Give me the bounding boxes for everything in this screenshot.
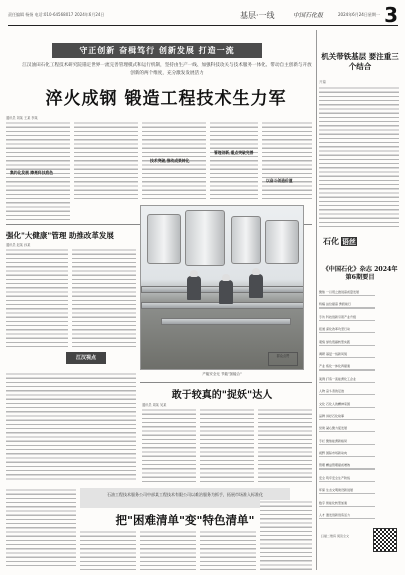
toc-item [319,451,399,463]
divider [140,382,312,383]
toc-item [319,315,399,327]
article-column [74,121,138,201]
article-column [200,530,256,570]
toc-item [319,463,399,475]
toc-item [319,389,399,401]
toc-item [319,327,399,339]
toc-item-label: 专栏 聚焦能源新格局 [319,438,347,443]
issue-date: 2024年6月24日星期一 [338,12,380,17]
toc-item [319,364,399,376]
article-column [258,408,312,484]
article-column [260,500,312,570]
main-headline: 淬火成钢 锻造工程技术生力军 [45,89,287,109]
toc-item-label: 安全 筑牢安全生产防线 [319,475,350,480]
article-column [72,248,136,348]
toc-item-label: 品牌 讲好石化故事 [319,413,344,418]
article-column [210,121,258,201]
toc-item-label: 人物 奋斗者的足迹 [319,389,344,394]
qr-code [373,528,397,552]
sidebar-title: 机关带铁基层 要注重三个结合 [321,52,399,71]
article-column [140,530,196,570]
toc-item-label: 产业 炼化一体化再提速 [319,364,350,369]
page-number: 3 [384,3,398,27]
toc-item [319,414,399,426]
toc-item-label: 聚焦 一以贯之推进高质量发展 [319,290,359,294]
main-byline: 通讯员 刘某 王某 李某 [6,116,38,120]
toc-item-label: 案例 打造一流能源化工企业 [319,376,356,381]
toc-item [319,488,399,500]
article-column [6,488,76,568]
article-column [6,248,68,348]
article-column [80,530,136,570]
toc-item-label: 观察 绿色低碳转型实践 [319,339,350,344]
toc-item-label: 党建 凝心聚力促发展 [319,426,347,431]
toc-item-label: 环保 生态文明建设新进展 [319,488,353,493]
toc-item-label: 管理 精益管理提质增效 [319,463,350,468]
column-logo: 江汉视点 [66,352,106,364]
toc-item [319,402,399,414]
newspaper-logo: 中国石化报 [293,12,324,19]
section-subhead: 技术突破,推动成果转化 [150,158,190,163]
toc-item-label: 调研 基层一线新风貌 [319,351,347,356]
section-title: 基层·一线 [240,11,275,20]
story2-byline: 通讯员 赵某 孙某 [6,243,31,247]
article-column [262,121,312,201]
toc-item [319,501,399,513]
toc-item-label: 数字 智能化转型加速 [319,500,347,505]
toc-item [319,426,399,438]
section-subhead: 以奋斗创造价值 [266,178,293,183]
table-of-contents [319,290,399,525]
story3-byline: 通讯员 周某 吴某 [142,403,167,407]
article-column [200,408,254,484]
toc-item-label: 人才 激发创新创造活力 [319,513,350,518]
news-photo [140,205,304,370]
story3-headline: 敢于较真的"捉妖"达人 [171,390,273,401]
toc-item [319,377,399,389]
stamp-badge: 群众点赞 [268,352,298,366]
toc-item [319,513,399,525]
section-subhead: 集约化发展 擦亮科技底色 [10,170,54,175]
toc-item-label: 视野 国际市场新动向 [319,451,347,456]
toc-item [319,302,399,314]
toc-item [319,290,399,302]
sidebar-tag: 开篇 [319,80,326,84]
topic-banner: 守正创新 奋楫笃行 创新发展 打造一流 [52,43,262,58]
story4-summary: 石油工程技术服务公司中部某工程技术有限公司以难治服务为抓手，拓展市场准入标准化 [80,488,290,508]
toc-item-label: 特稿 站位提高 勇毅前行 [319,302,351,307]
masthead [8,4,398,26]
story2-headline: 强化"大健康"管理 助推改革发展 [6,231,114,240]
toc-item [319,352,399,364]
toc-item-label: 报道 深化改革攻坚行动 [319,327,350,332]
toc-item-label: 文化 石化人的精神家园 [319,401,350,406]
toc-item-label: 专访 科技创新引领产业升级 [319,314,356,319]
section-subhead: 管理创新,重点突破完善 [214,150,254,155]
brand-logo: 石化 语丝 [323,236,356,246]
sidebar-column [319,86,399,230]
story4-headline: 把"困难清单"变"特色清单" [115,513,255,527]
qr-caption: 扫描二维码 阅读全文 [321,534,349,538]
lead-summary: 江汉油田石化工程技术研究院锚定世界一流完善管理模式和运行机制，坚持由生产一线、加强科技攻关与技术服务一体化、带动自主创新与开放创新的两个维度，充分激发发展活力 [22,63,312,76]
sidebar [316,30,400,570]
toc-item [319,439,399,451]
toc-item [319,476,399,488]
magazine-issue-title: 《中国石化》杂志 2024年第6期要目 [322,266,398,281]
masthead-info: 责任编辑 杨扬 电话:010-64568017 2024年6月24日 [8,12,105,17]
photo-caption: 产能安全无 节能"加能合" [202,372,242,376]
toc-item [319,340,399,352]
article-column [142,408,196,484]
article-column [6,372,136,482]
